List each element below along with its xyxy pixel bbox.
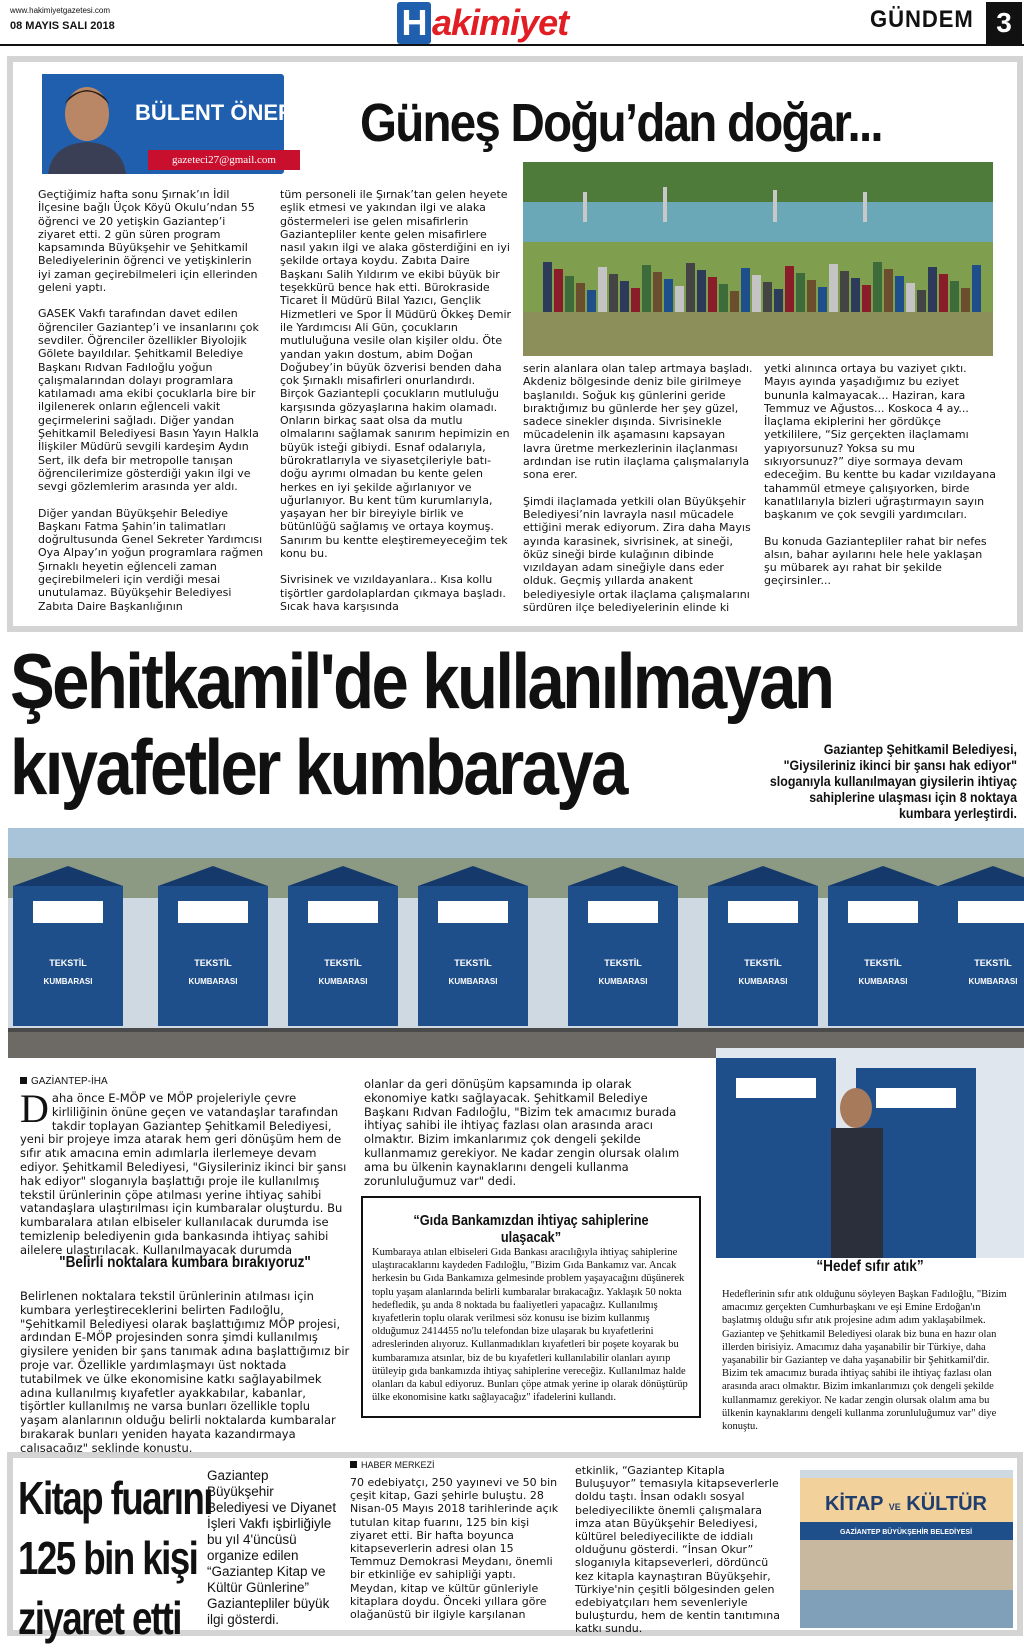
svg-text:TEKSTİL: TEKSTİL: [604, 958, 642, 968]
column-text-1: Geçtiğimiz hafta sonu Şırnak’ın İdil İlçesine bağlı Üçok Köyü Okulu’ndan 55 öğrenci ve 20 yetişkin Gaziantep’i ziyaret etti. 2 gün süren program kapsamında Büyükşehir ve Şehitkamil Belediyelerinin öğrenci ve yetişkinlerin iyi zaman geçirebilmeleri için ellerinden geleni yaptı. GASEK Vakfı tarafından davet edilen öğrenciler Gaziantep’i ve insanlarını çok sevdiler. Öğrenciler özellikler Biyolojik Gölete bayıldılar. Şehitkamil Belediye Başkanı Rıdvan Fadıloğlu yoğun çalışmalarından dolayı programlara katılamadı ama ekibi çocuklarla bire bir ilgilenerek onların eğlenceli vakit geçirmelerini sağladı. Diğer yandan Şehitkamil Belediyesi Basın Yayın Halkla İlişkiler Müdürü sevgili kardeşim Aydın Sert, ilk defa bir metropolle tanışan öğrencilerimize gösterdiği yakın ilgi ve sevgi gözlemlerim arasında yer aldı. Diğer yandan Büyükşehir Belediye Başkanı Fatma Şahin’in talimatları doğrultusunda Genel Sekreter Yardımcısı Oya Alpay’ın yoğun programlara rağmen Şırnaklı heyetin eğlenceli zaman geçirebilmeleri için verdiği mesai unutulamaz. Büyükşehir Belediyesi Zabıta Daire Başkanlığının: [38, 188, 264, 613]
clothing-bin: [708, 866, 818, 1026]
column-text-2: tüm personeli ile Şırnak’tan gelen heyete eşlik etmesi ve yakından ilgi ve alaka göstermeleri ise gelen misafirlerin Gaziantepliler kente gelen misafirlere nasıl yakın ilgi ve alaka gösterdiğini en iyi şekilde ortaya koydu. Zabıta Daire Başkanı Salih Yıldırım ve ekibi büyük bir teşekkürü bence hak etti. Bürokraside Ticaret İl Müdürü Bilal Yazıcı, Gençlik Hizmetleri ve Spor İl Müdürü Ökkeş Demir ile Yardımcısı Ali Gün, çocukların mutluluğuna vesile olan kişiler oldu. Öte yandan yakın dostum, abim Doğan Doğubey’in büyük özverisi benden daha çok Şırnaklı misafirleri onurlandırdı. Birçok Gaziantepli çocukların mutluluğu karşısında gözyaşlarına hakim olamadı. Onların birkaç saat olsa da mutlu olmalarını sağlamak sanırım hepimizin en büyük isteği gibiydi. Esnaf odalarıyla, bürokratlarıyla ve siyasetçileriyle batı-doğu ayrımı olmadan bu kente gelen herkes en iyi şekilde ağırlanıyor ve uğurlanıyor. Bu kent tüm kurumlarıyla, yaşayan her bir bireyiyle birlik ve bütünlüğü sağlamış ve ortaya koymuş. Sanırım bu kentte eleştiremeyeceğim tek konu bu. Sivrisinek ve vızıldayanlara.. Kısa kollu tişörtler gardolaplardan çıkmaya başladı. Sıcak hava karşısında: [280, 188, 512, 613]
subhead-1: "Belirli noktalara kumbara bırakıyoruz": [59, 1254, 311, 1271]
clothing-bin: [568, 866, 678, 1026]
story-text-3: Belirlenen noktalara tekstil ürünlerinin atılması için kumbara yerleştireceklerini belirten Fadıloğlu, "Şehitkamil Belediyesi olarak başlattığımız MÖP projesi, ardından E-MÖP projesinden sonra şimdi kullanılmış giysilere yeniden bir şans tanımak adına başlattığımız bir proje var. Özellikle yardımlaşmayı üst noktada tutabilmek ve ülke ekonomisine katkı sağlayabilmek adına kullanılmış kıyafetler ayakkabılar, kabanlar, tişörtler kullanılmış ne varsa bunları özellikle toplu yaşam alanlarının olduğu belirli noktalarda kumbaralar bırakarak bunları yeniden hayata kazandırmaya çalışacağız" şeklinde konuştu.: [20, 1289, 350, 1455]
header-rule: [0, 44, 1024, 46]
svg-text:TEKSTİL: TEKSTİL: [454, 958, 492, 968]
group-photo: [523, 162, 993, 356]
person: [697, 270, 706, 312]
story-text-5: Hedeflerinin sıfır atık olduğunu söyleyen Başkan Fadıloğlu, "Bizim amacımız gerçekten Cumhurbaşkanı ve eşi Emine Erdoğan'ın başlatmış olduğu sıfır atık projesine adım adım yaklaşabilmek. Gaziantep ve Şehitkamil Belediyesi olarak biz buna en hazır olan illerden birisiyiz. Amacımız daha yaşanabilir bir Türkiye, daha yaşanabilir bir Gaziantep ve daha yaşanabilir bir Şehitkamil'dir. Bizim tek amacımız burada ihtiyaç sahibi ile ihtiyaç fazlası olan arasında aracı olmaktır. Bizim imkanlarımızı çok dengeli şekilde kullanmamız gerekiyor. Ne kadar zengin olursak olalım ama bu ülkenin kaynaklarını dengeli kullanma zorunluluğumuz var" diye konuştu.: [722, 1289, 1007, 1433]
person: [554, 269, 563, 312]
column-text-4: yetki alınınca ortaya bu vaziyet çıktı. Mayıs ayında yaşadığımız bu eziyet bununla kalmayacak... Haziran, kara Temmuz ve Ağustos... Koskoca 4 ay... İlaçlama ekiplerini her gördükçe yetkililere, “Siz gerçekten ilaçlamamı yapıyorsunuz? Yoksa su mu sıkıyorsunuz?” diye sormaya devam edeceğim. Bu kentte bu kadar vızıldayana tahammül etmeye çalışıyorken, birde kanatlılarıyla bizleri uğraştırmayın sayın başkanım ve çok sevgili yardımcıları. Bu konuda Gaziantepliler rahat bir nefes alsın, bahar ayılarını hele hele yaklaşan şu mübarek ayı rahat bir şekilde geçirsinler...: [764, 362, 996, 588]
svg-text:TEKSTİL: TEKSTİL: [49, 958, 87, 968]
svg-text:KUMBARASI: KUMBARASI: [43, 977, 93, 986]
person: [818, 287, 827, 312]
person: [631, 288, 640, 312]
svg-text:KUMBARASI: KUMBARASI: [968, 977, 1018, 986]
book-text-2: etkinlik, “Gaziantep Kitapla Buluşuyor” temasıyla kitapseverlerle doldu taştı. İnsan odaklı sosyal belediyecilikte önemli çalışmalara imza atan Büyükşehir Belediyesi, kültürel belediyecilikte de iddialı olduğunu gösterdi. “İnsan Okur” sloganıyla kitapseverleri, dördüncü kez kitapla kaynaştıran Büyükşehir, Türkiye'nin çeşitli bölgesinden gelen edebiyatçıları hem sevenleriyle buluşturdu, hem de kentin tanıtımına katkı sundu.: [575, 1464, 780, 1636]
clothing-bin: [13, 866, 123, 1026]
author-name: BÜLENT ÖNER: [135, 100, 294, 125]
clothing-bin: [158, 866, 268, 1026]
person: [609, 274, 618, 312]
person: [686, 263, 695, 312]
person: [840, 271, 849, 312]
author-email[interactable]: gazeteci27@gmail.com: [148, 150, 300, 170]
clothing-bin: [288, 866, 398, 1026]
headline-line-2: kıyafetler kumbaraya: [10, 723, 626, 811]
subhead-2: “Gıda Bankamızdan ihtiyaç sahiplerine ulaşacak”: [413, 1212, 649, 1246]
person: [620, 281, 629, 312]
headline-line-1: Şehitkamil'de kullanılmayan: [10, 637, 833, 725]
clothing-bins-photo: [8, 828, 1024, 1058]
svg-text:TEKSTİL: TEKSTİL: [974, 958, 1012, 968]
person: [939, 274, 948, 312]
person: [565, 276, 574, 312]
clothing-bin: [938, 866, 1024, 1026]
book-fair-intro: Gaziantep Büyükşehir Belediyesi ve Diyanet İşleri Vakfı işbirliğiyle bu yıl 4'üncüsü organize edilen “Gaziantep Kitap ve Kültür Günlerine” Gaziantepliler büyük ilgi gösterdi.: [207, 1468, 337, 1627]
column-text-3: serin alanlara olan talep artmaya başladı. Akdeniz bölgesinde deniz bile girilmeye başlanıldı. Soğuk kış günlerini geride bıraktığımız bu günlerde her şey güzel, sadece sinekler dışında. Sivrisinekle mücadelenin ilk aşamasını kapsayan lavra üretme merkezlerinin ilaçlanması ardından ise rutin ilaçlama çalışmalarıyla sona erer. Şimdi ilaçlamada yetkili olan Büyükşehir Belediyesi’nin lavrayla nasıl mücadele ettiğini merak ediyorum. Zira daha Mayıs ayında karasinek, sivrisinek, at sineği, öküz sineği birde kulağının dibinde vızıldayan adam sineğiyle dans eder olduk. Geçmiş yıllarda anakent belediyesiyle ortak ilaçlama çalışmalarını sürdüren ilçe belediyelerinin elinde ki: [523, 362, 753, 615]
person: [543, 262, 552, 312]
person: [950, 281, 959, 312]
person: [884, 269, 893, 312]
person: [961, 288, 970, 312]
svg-text:KİTAP VE KÜLTÜR: KİTAP VE KÜLTÜR: [824, 1493, 988, 1515]
svg-text:KUMBARASI: KUMBARASI: [858, 977, 908, 986]
person: [664, 279, 673, 312]
issue-date: 08 MAYIS SALI 2018: [10, 20, 115, 32]
person: [862, 285, 871, 312]
svg-text:KUMBARASI: KUMBARASI: [598, 977, 648, 986]
person: [587, 290, 596, 312]
person: [598, 267, 607, 312]
svg-text:KUMBARASI: KUMBARASI: [738, 977, 788, 986]
person: [719, 284, 728, 312]
mayor-with-bin-photo: [716, 1048, 1024, 1258]
person: [796, 273, 805, 312]
person: [653, 272, 662, 312]
person: [785, 266, 794, 312]
person: [873, 262, 882, 312]
story-credit: GAZİANTEP-İHA: [20, 1076, 108, 1087]
clothing-bin: [828, 866, 938, 1026]
svg-text:TEKSTİL: TEKSTİL: [194, 958, 232, 968]
person: [829, 264, 838, 312]
person: [917, 290, 926, 312]
svg-text:TEKSTİL: TEKSTİL: [744, 958, 782, 968]
person: [752, 275, 761, 312]
person: [972, 265, 981, 312]
website-url: www.hakimiyetgazetesi.com: [10, 6, 111, 15]
book-fair-headline: Kitap fuarını 125 bin kişi ziyaret etti: [18, 1472, 212, 1644]
svg-text:KUMBARASI: KUMBARASI: [318, 977, 368, 986]
story-text-4: Kumbaraya atılan elbiseleri Gıda Bankası aracılığıyla ihtiyaç sahiplerine ulaştıracaklarını kaydeden Fadıloğlu, "Bizim Gıda Bankamız var. Ancak herkesin bu Gıda Bankamıza gelmesinde problem yaşayacağını düşünerek toplu yaşam alanlarında belirli kumbaralar bırakacağız. Yaklaşık 50 nokta hedefledik, şu anda 8 noktada bu faaliyetleri yapacağız. Kullanılmış kıyafetlerin toplu olarak verilmesi söz konusu ise bizim kullanmış olduğumuz 2414455 no'lu telefondan bize ulaşarak bu kıyafetlerini adreslerinden alıyoruz. Kullanmadıkları kıyafetleri bir poşete koyarak bu kumbaramıza atsınlar, biz de bu kıyafetleri kullanılabilir olanları ayırıp ütüleyip gıda bankamızda ihtiyaç sahiplerine vereceğiz. Kullanılmaz halde olanları da kabul ediyoruz. Bunları çöpe atmak yerine ip olarak dönüştürüp ülke ekonomisine katkı sağlayacağız" ifadelerini kullandı.: [372, 1247, 688, 1404]
newspaper-logo: H akimiyet: [397, 2, 585, 44]
author-photo: [42, 74, 132, 174]
person: [895, 276, 904, 312]
section-title: GÜNDEM: [870, 6, 974, 33]
headline-spot: Gaziantep Şehitkamil Belediyesi, "Giysileriniz ikinci bir şansı hak ediyor" sloganıyla kullanılmayan giysilerin ihtiyaç sahiplerine ulaşması için 8 noktaya kumbara yerleştirdi.: [769, 742, 1017, 821]
person: [851, 278, 860, 312]
person: [928, 267, 937, 312]
person: [763, 282, 772, 312]
book-credit: HABER MERKEZİ: [350, 1460, 435, 1470]
person: [906, 283, 915, 312]
column-title: Güneş Doğu’dan doğar...: [360, 93, 882, 153]
person: [807, 280, 816, 312]
page-number: 3: [986, 2, 1022, 44]
subhead-3: “Hedef sıfır atık”: [816, 1258, 924, 1275]
svg-text:KUMBARASI: KUMBARASI: [448, 977, 498, 986]
svg-text:GAZİANTEP BÜYÜKŞEHİR BELEDİYES: GAZİANTEP BÜYÜKŞEHİR BELEDİYESİ: [839, 1529, 973, 1536]
person: [774, 289, 783, 312]
book-text-1: 70 edebiyatçı, 250 yayınevi ve 50 bin çeşit kitap, Gazi şehirle buluştu. 28 Nisan-05 Mayıs 2018 tarihlerinde açık tutulan kitap fuarını, 125 bin kişi ziyaret etti. Bir hafta boyunca kitapseverlerin adresi olan 15 Temmuz Demokrasi Meydanı, önemli bir etkinliğe ev sahipliği yaptı. Meydan, kitap ve kültür günleriyle kitaplara doydu. Önceki yıllara göre olağanüstü bir ilgiyle karşılanan: [350, 1476, 559, 1622]
clothing-bin: [418, 866, 528, 1026]
person: [708, 277, 717, 312]
svg-text:TEKSTİL: TEKSTİL: [864, 958, 902, 968]
story-text-1: Daha önce E-MÖP ve MÖP projeleriyle çevre kirliliğinin önüne geçen ve vatandaşlar tarafından takdir toplayan Gaziantep Şehitkamil Belediyesi, yeni bir projeye imza atarak hem geri dönüşüm hem de sıfır atık amacına emin adımlarla ilerlemeye devam ediyor. Şehitkamil Belediyesi, "Giysileriniz ikinci bir şansı hak ediyor" sloganıyla başlattığı proje ile kullanılmış tekstil ürünlerinin çöpe atılması yerine ihtiyaç sahibi vatandaşlara ulaştırılması için kumbaralar oluşturdu. Bu kumbaralara atılan elbiseler kullanılacak durumda ise temizlenip belediyenin gıda bankasında ihtiyaç sahibi ailelere ulaştırılacak. Kullanılmayacak durumda: [20, 1086, 347, 1257]
person: [741, 268, 750, 312]
book-fair-photo: [800, 1470, 1013, 1628]
person: [642, 265, 651, 312]
story-text-2: olanlar da geri dönüşüm kapsamında ip olarak ekonomiye katkı sağlayacak. Şehitkamil Belediye Başkanı Rıdvan Fadıloğlu, "Bizim tek amacımız burada ihtiyaç sahibi ile ihtiyaç fazlası olan arasında aracı olmaktır. Bizim imkanlarımız çok dengeli şekilde kullanmamız gerekiyor. Ne kadar zengin olursak olalım ama bu ülkenin kaynaklarını dengeli kullanma zorunluluğumuz var" dedi.: [364, 1077, 680, 1188]
svg-text:KUMBARASI: KUMBARASI: [188, 977, 238, 986]
person: [576, 283, 585, 312]
person: [675, 286, 684, 312]
person: [730, 291, 739, 312]
svg-text:TEKSTİL: TEKSTİL: [324, 958, 362, 968]
